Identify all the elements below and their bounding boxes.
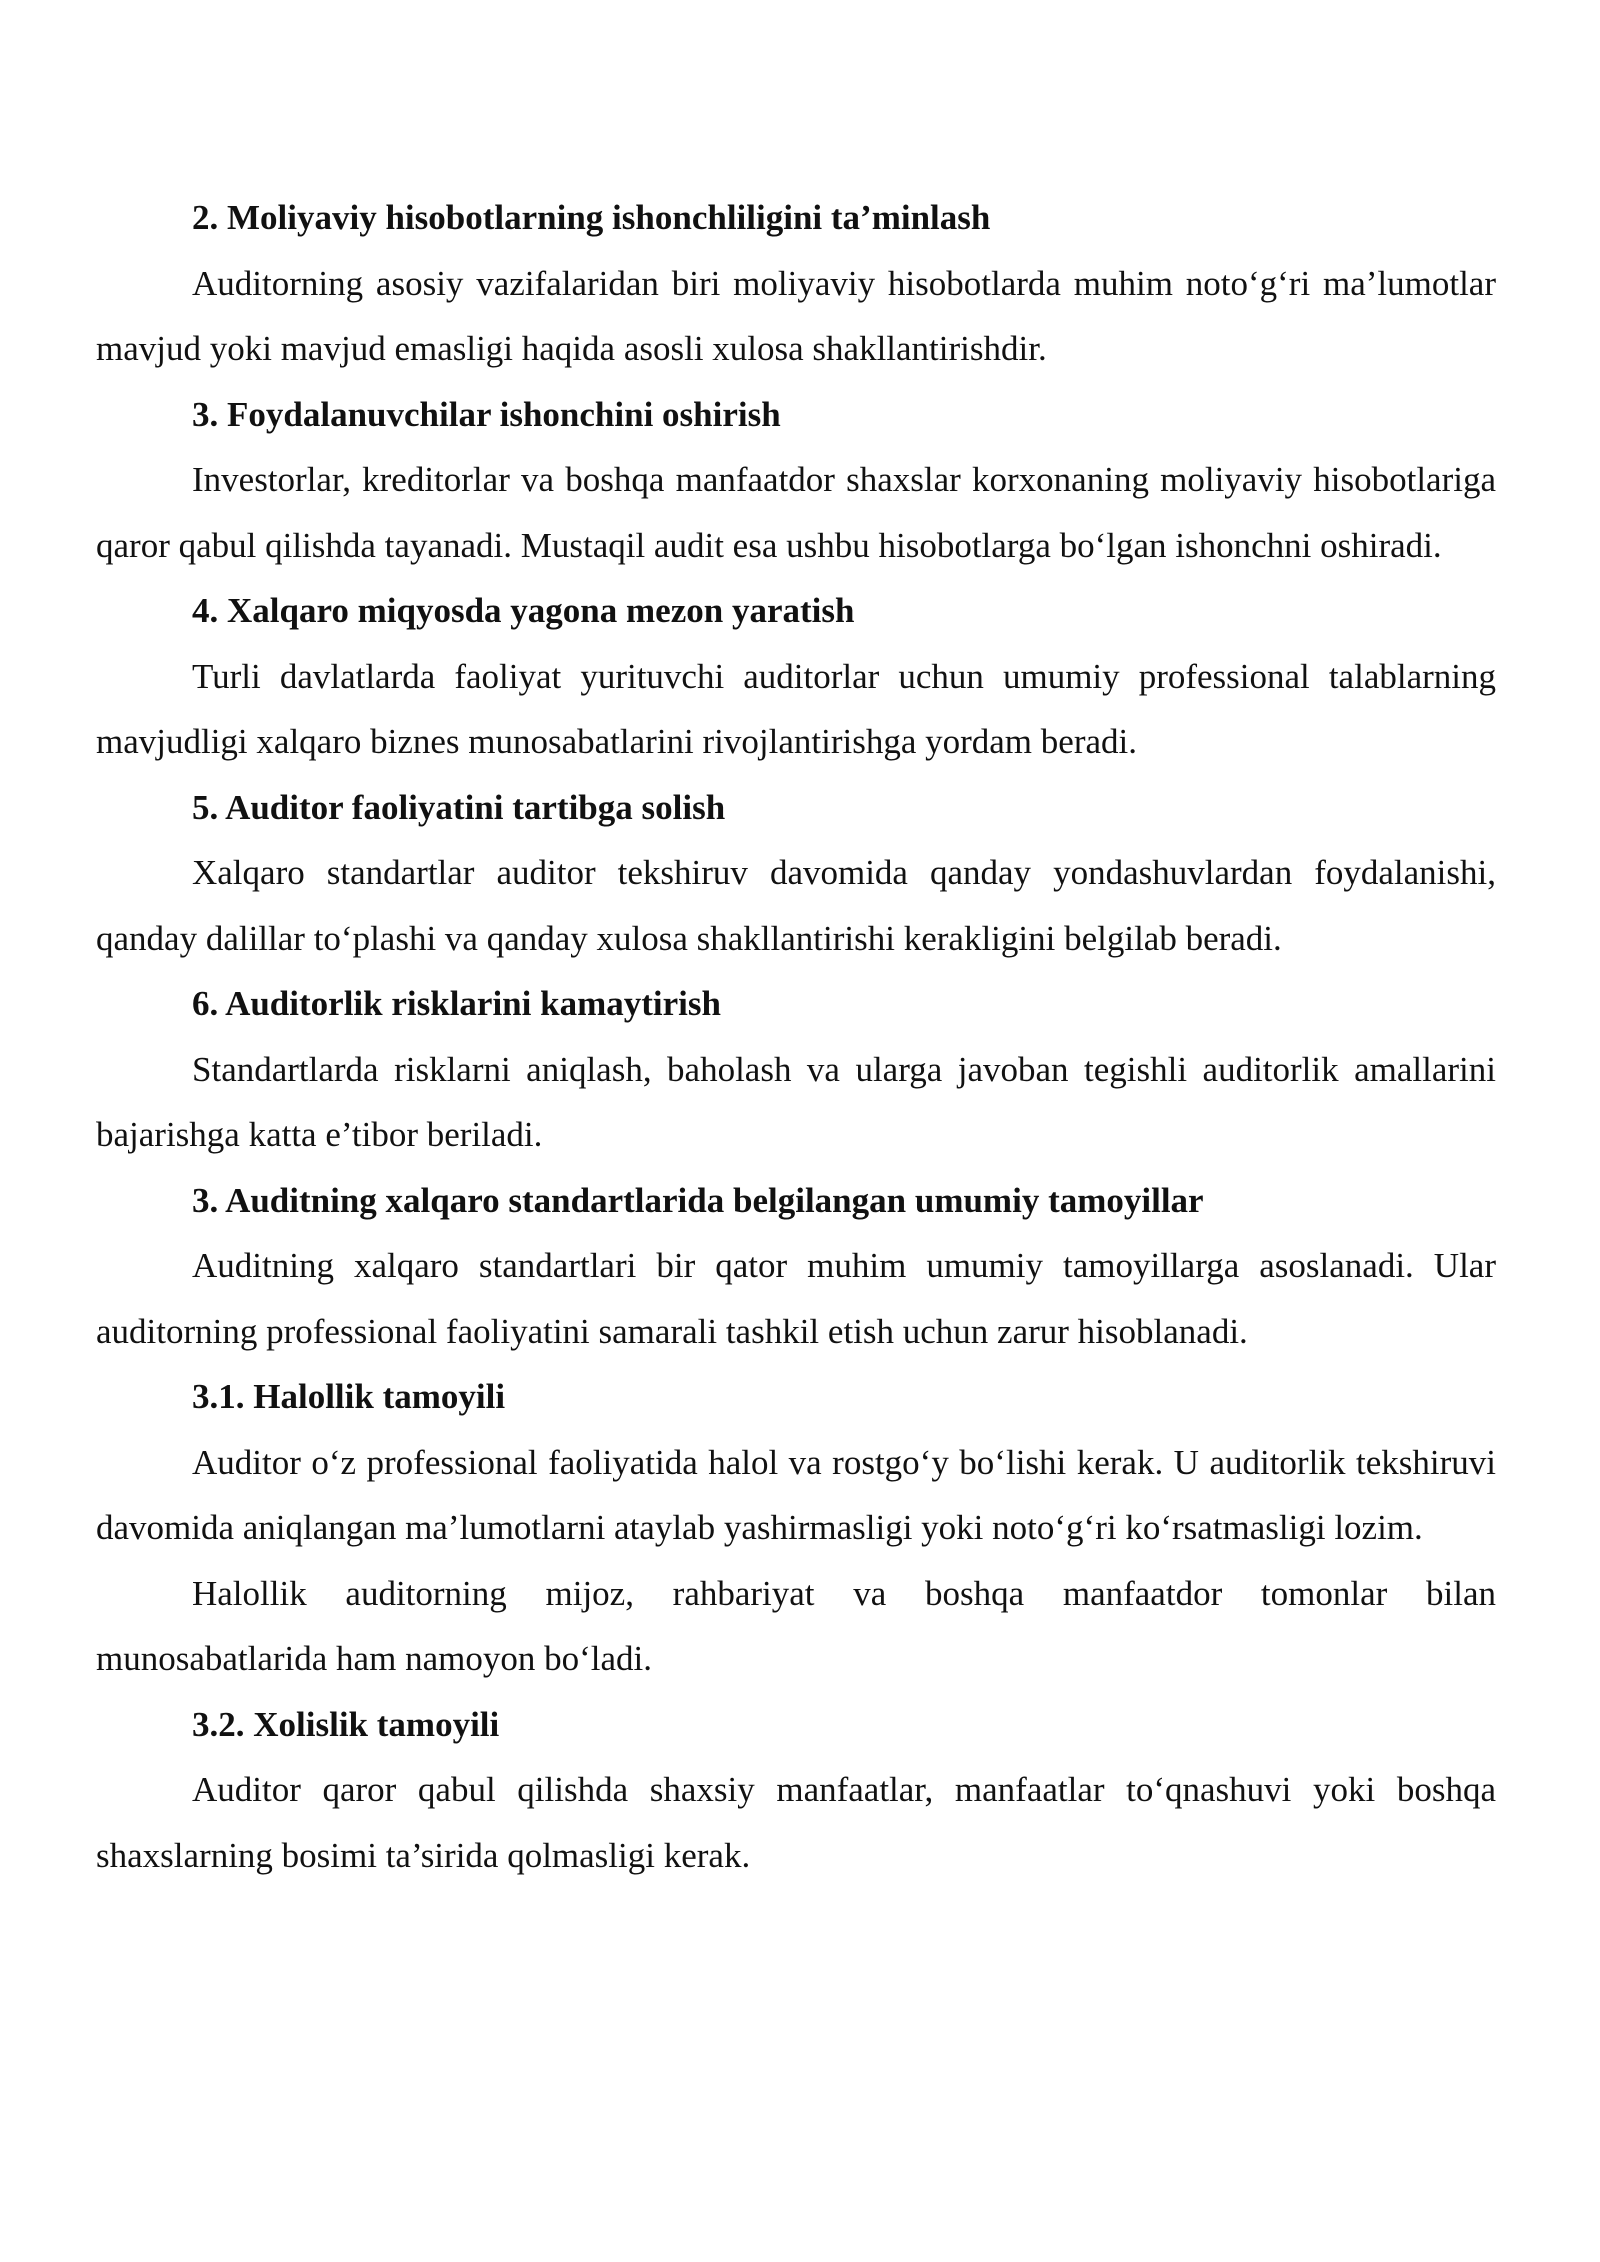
document-page <box>96 185 1496 1888</box>
body-paragraph: Xalqaro standartlar auditor tekshiruv davomida qanday yondashuvlardan foydalanishi, qanday dalillar to‘plashi va qanday xulosa shakllantirishi kerakligini belgilab beradi. <box>96 853 1496 958</box>
section-heading: 4. Xalqaro miqyosda yagona mezon yaratish <box>192 591 855 630</box>
section-heading: 3.1. Halollik tamoyili <box>192 1377 506 1416</box>
body-paragraph: Auditor qaror qabul qilishda shaxsiy manfaatlar, manfaatlar to‘qnashuvi yoki boshqa shaxslarning bosimi ta’sirida qolmasligi kerak. <box>96 1770 1496 1875</box>
section-heading: 6. Auditorlik risklarini kamaytirish <box>192 984 721 1023</box>
section-heading: 3.2. Xolislik tamoyili <box>192 1704 500 1744</box>
body-paragraph: Auditning xalqaro standartlari bir qator muhim umumiy tamoyillarga asoslanadi. Ular auditorning professional faoliyatini samarali tashkil etish uchun zarur hisoblanadi. <box>96 1246 1496 1351</box>
body-paragraph: Auditorning asosiy vazifalaridan biri moliyaviy hisobotlarda muhim noto‘g‘ri ma’lumotlar mavjud yoki mavjud emasligi haqida asosli xulosa shakllantirishdir. <box>96 263 1496 368</box>
body-paragraph: Auditor o‘z professional faoliyatida halol va rostgo‘y bo‘lishi kerak. U auditorlik tekshiruvi davomida aniqlangan ma’lumotlarni ataylab yashirmasligi yoki noto‘g‘ri ko‘rsatmasligi lozim. <box>96 1442 1496 1547</box>
section-heading: 3. Auditning xalqaro standartlarida belgilangan umumiy tamoyillar <box>192 1180 1204 1220</box>
section-heading: 3. Foydalanuvchilar ishonchini oshirish <box>192 394 781 434</box>
section-heading: 5. Auditor faoliyatini tartibga solish <box>192 787 726 827</box>
body-paragraph: Turli davlatlarda faoliyat yurituvchi auditorlar uchun umumiy professional talablarning mavjudligi xalqaro biznes munosabatlarini rivojlantirishga yordam beradi. <box>96 656 1496 761</box>
body-paragraph: Standartlarda risklarni aniqlash, baholash va ularga javoban tegishli auditorlik amallarini bajarishga katta e’tibor beriladi. <box>96 1049 1496 1154</box>
body-paragraph: Investorlar, kreditorlar va boshqa manfaatdor shaxslar korxonaning moliyaviy hisobotlariga qaror qabul qilishda tayanadi. Mustaqil audit esa ushbu hisobotlarga bo‘lgan ishonchni oshiradi. <box>96 460 1496 565</box>
body-paragraph: Halollik auditorning mijoz, rahbariyat va boshqa manfaatdor tomonlar bilan munosabatlarida ham namoyon bo‘ladi. <box>96 1573 1496 1678</box>
section-heading: 2. Moliyaviy hisobotlarning ishonchliligini ta’minlash <box>192 198 991 237</box>
